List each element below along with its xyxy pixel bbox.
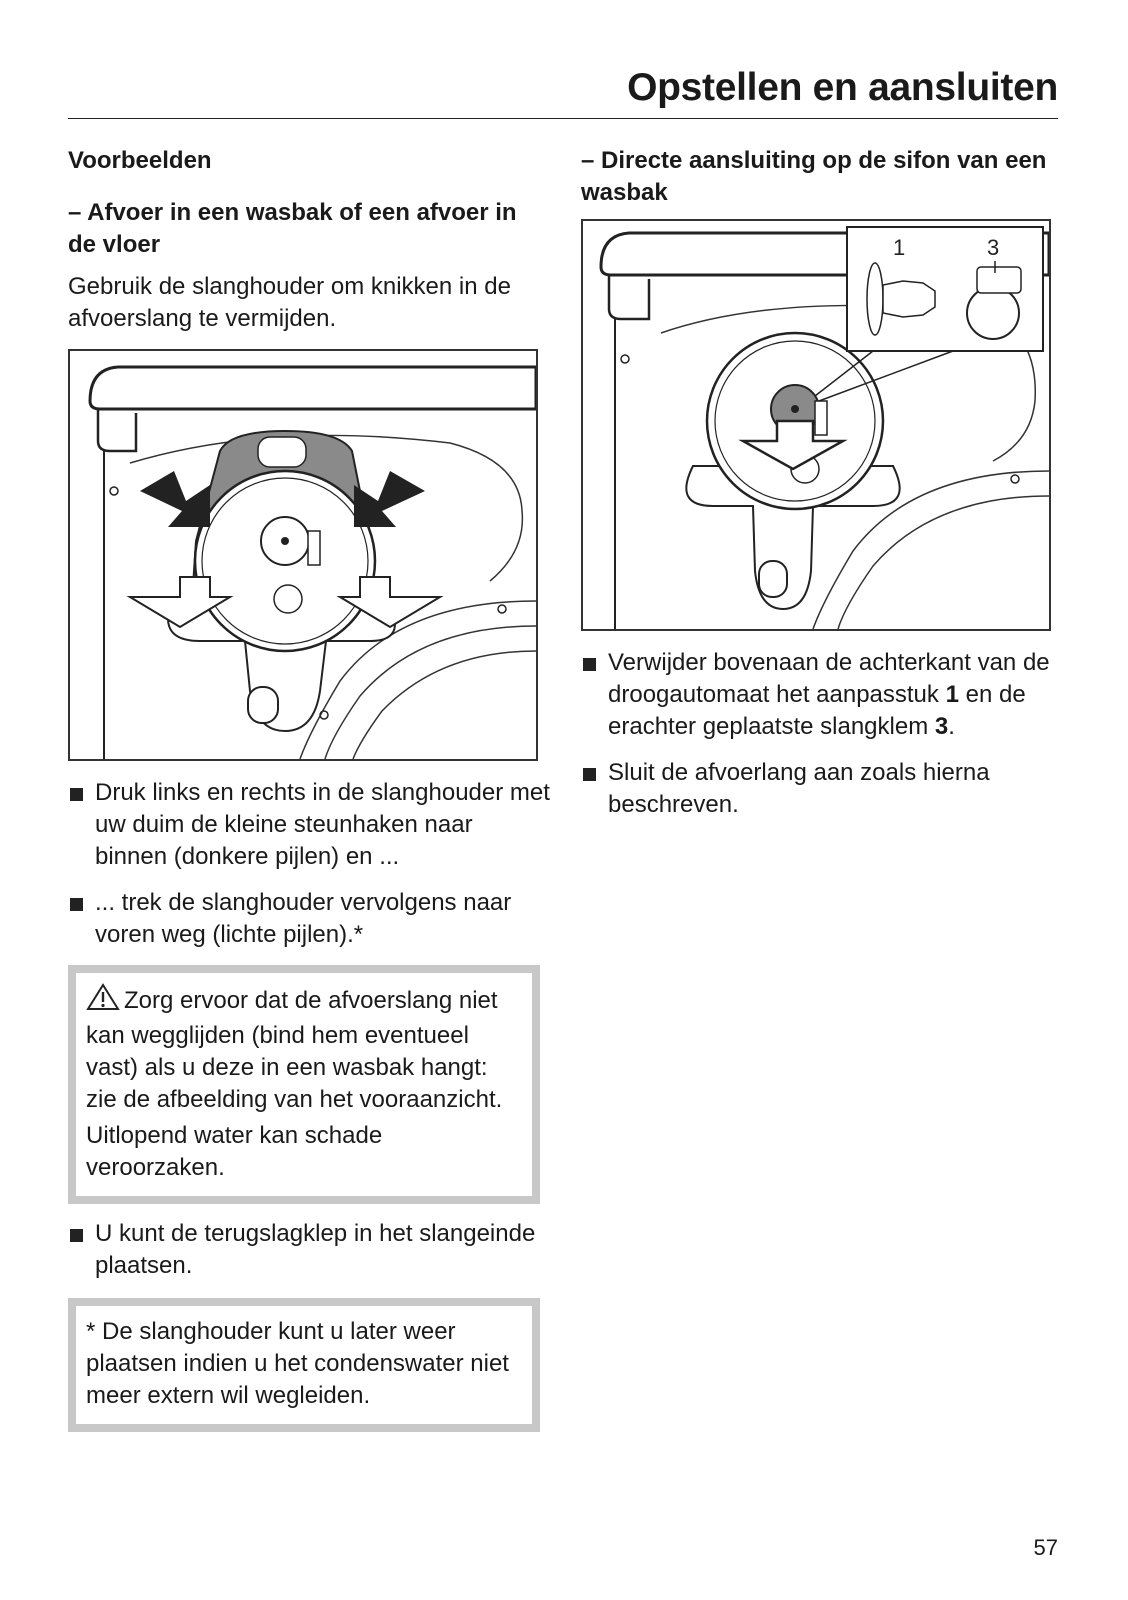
warning-text-block bbox=[86, 983, 518, 1116]
right-bullet-1 bbox=[581, 647, 1059, 743]
right-bullet-1-text-b: en de erachter geplaatste slangklem bbox=[608, 681, 1026, 740]
right-column bbox=[581, 145, 1059, 821]
left-column bbox=[68, 145, 550, 1432]
right-bullet-1-part-ref-3: 3 bbox=[934, 713, 949, 740]
footnote-text: * De slanghouder kunt u later weer plaatsen indien u het condenswater niet meer extern wil wegleiden. bbox=[86, 1318, 509, 1409]
page-title: Opstellen en aansluiten bbox=[627, 66, 1058, 109]
left-bullet-3: U kunt de terugslagklep in het slangeinde plaatsen. bbox=[68, 1218, 550, 1282]
right-bullet-1-text-c: . bbox=[948, 713, 955, 740]
warning-triangle-icon bbox=[86, 983, 120, 1020]
right-bullet-1-text-a: Verwijder bovenaan de achterkant van de droogautomaat het aanpasstuk bbox=[608, 649, 1050, 708]
part-3-label: 3 bbox=[987, 235, 1000, 260]
warning-text-2: Uitlopend water kan schade veroorzaken. bbox=[86, 1122, 383, 1181]
right-subheading: – Directe aansluiting op de sifon van een wasbak bbox=[581, 147, 1047, 206]
left-bullet-2: ... trek de slanghouder vervolgens naar voren weg (lichte pijlen).* bbox=[68, 887, 550, 951]
part-1-label: 1 bbox=[893, 235, 906, 260]
footnote-box bbox=[68, 1298, 540, 1432]
hose-holder-illustration bbox=[70, 351, 536, 759]
warning-text: Zorg ervoor dat de afvoerslang niet kan wegglijden (bind hem eventueel vast) als u deze in een wasbak hangt: zie de afbeelding van het vooraanzicht. bbox=[86, 987, 503, 1113]
left-bullet-1: Druk links en rechts in de slanghouder met uw duim de kleine steunhaken naar binnen (donkere pijlen) en ... bbox=[68, 777, 550, 873]
left-subheading: – Afvoer in een wasbak of een afvoer in de vloer bbox=[68, 199, 517, 258]
right-bullet-1-part-ref-1: 1 bbox=[945, 681, 959, 708]
right-bullet-2: Sluit de afvoerlang aan zoals hierna beschreven. bbox=[581, 757, 1059, 821]
hose-holder-figure bbox=[68, 349, 538, 761]
header-divider bbox=[68, 118, 1058, 119]
page-number: 57 bbox=[1033, 1535, 1058, 1560]
section-title: Voorbeelden bbox=[68, 147, 212, 174]
left-intro: Gebruik de slanghouder om knikken in de afvoerslang te vermijden. bbox=[68, 273, 511, 332]
siphon-connection-figure bbox=[581, 219, 1051, 631]
warning-box bbox=[68, 965, 540, 1204]
siphon-illustration bbox=[583, 221, 1049, 629]
